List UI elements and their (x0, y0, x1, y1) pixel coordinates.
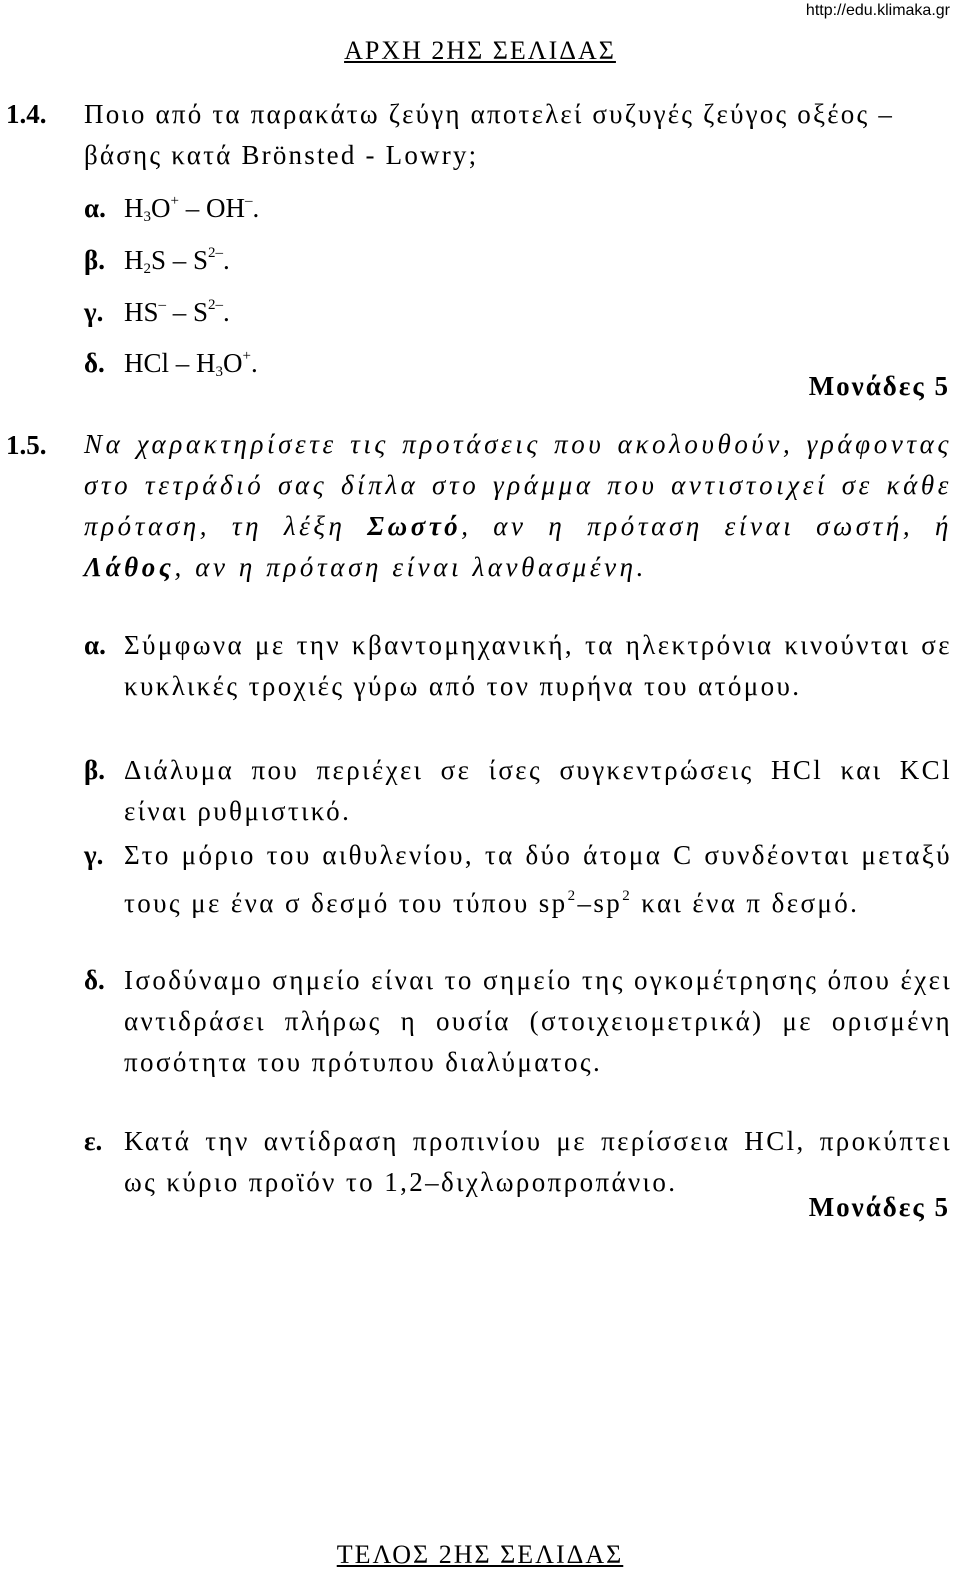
statement-text: Στο μόριο του αιθυλενίου, τα δύο άτομα C συνδέονται μεταξύ τους με ένα σ δεσμό του τύπου $sp^2-sp^2$ και ένα π δεσμό. (124, 840, 952, 918)
option-b (84, 233, 230, 290)
option-formula: $H_3O^+ - OH^-$. (124, 193, 260, 225)
word-wrong: Λάθος (84, 552, 175, 582)
option-formula: $HS^- - S^{2-}$. (124, 297, 230, 327)
statement-text: Διάλυμα που περιέχει σε ίσες συγκεντρώσεις HCl και KCl είναι ρυθμιστικό. (124, 755, 952, 826)
question-text-1-5: Να χαρακτηρίσετε τις προτάσεις που ακολουθούν, γράφοντας στο τετράδιό σας δίπλα στο γράμμα που αντιστοιχεί σε κάθε πρόταση, τη λέξη Σωστό, αν η πρόταση είναι σωστή, ή Λάθος, αν η πρόταση είναι λανθασμένη. (84, 429, 952, 582)
question-text-1-4: Ποιο από τα παρακάτω ζεύγη αποτελεί συζυγές ζεύγος οξέος – βάσης κατά Brönsted - Lowry; (84, 99, 895, 170)
statement-e: ε. Κατά την αντίδραση προπινίου με περίσσεια HCl, προκύπτει ως κύριο προϊόν το 1,2–διχλωροπροπάνιο. (84, 1121, 952, 1203)
units-1-4: Μονάδες 5 (808, 371, 950, 401)
page-header: ΑΡΧΗ 2ΗΣ ΣΕΛΙΔΑΣ (344, 36, 616, 65)
source-url[interactable]: http://edu.klimaka.gr (805, 2, 950, 19)
statement-b: β. Διάλυμα που περιέχει σε ίσες συγκεντρώσεις HCl και KCl είναι ρυθμιστικό. (84, 750, 952, 832)
question-number-1-5: 1.5. (6, 430, 47, 460)
statement-text: Σύμφωνα με την κβαντομηχανική, τα ηλεκτρόνια κινούνται σε κυκλικές τροχιές γύρω από τον πυρήνα του ατόμου. (124, 630, 952, 701)
statement-c: γ. Στο μόριο του αιθυλενίου, τα δύο άτομα C συνδέονται μεταξύ τους με ένα σ δεσμό του τύπου $sp^2-sp^2$ και ένα π δεσμό. (84, 835, 952, 924)
option-formula: HCl – $H_3O^+$. (124, 348, 258, 380)
units-1-5: Μονάδες 5 (808, 1192, 950, 1222)
statement-a: α. Σύμφωνα με την κβαντομηχανική, τα ηλεκτρόνια κινούνται σε κυκλικές τροχιές γύρω από τον πυρήνα του ατόμου. (84, 625, 952, 707)
statement-text: Ισοδύναμο σημείο είναι το σημείο της ογκομέτρησης όπου έχει αντιδράσει πλήρως η ουσία (στοιχειομετρικά) με ορισμένη ποσότητα του πρότυπου διαλύματος. (124, 965, 952, 1077)
option-a (84, 181, 259, 238)
page-footer: ΤΕΛΟΣ 2ΗΣ ΣΕΛΙΔΑΣ (336, 1540, 624, 1569)
statement-d: δ. Ισοδύναμο σημείο είναι το σημείο της ογκομέτρησης όπου έχει αντιδράσει πλήρως η ουσία (στοιχειομετρικά) με ορισμένη ποσότητα του πρότυπου διαλύματος. (84, 960, 952, 1083)
option-label: β. (84, 245, 105, 275)
question-number-1-4: 1.4. (6, 99, 47, 129)
option-c (84, 285, 230, 333)
option-label: γ. (84, 297, 104, 327)
option-d (84, 336, 258, 393)
option-formula: $H_2S - S^{2-}$. (124, 245, 230, 277)
option-label: δ. (84, 348, 105, 378)
option-label: α. (84, 193, 106, 223)
statement-text: Κατά την αντίδραση προπινίου με περίσσεια HCl, προκύπτει ως κύριο προϊόν το 1,2–διχλωροπροπάνιο. (124, 1126, 952, 1197)
word-correct: Σωστό (367, 511, 462, 541)
